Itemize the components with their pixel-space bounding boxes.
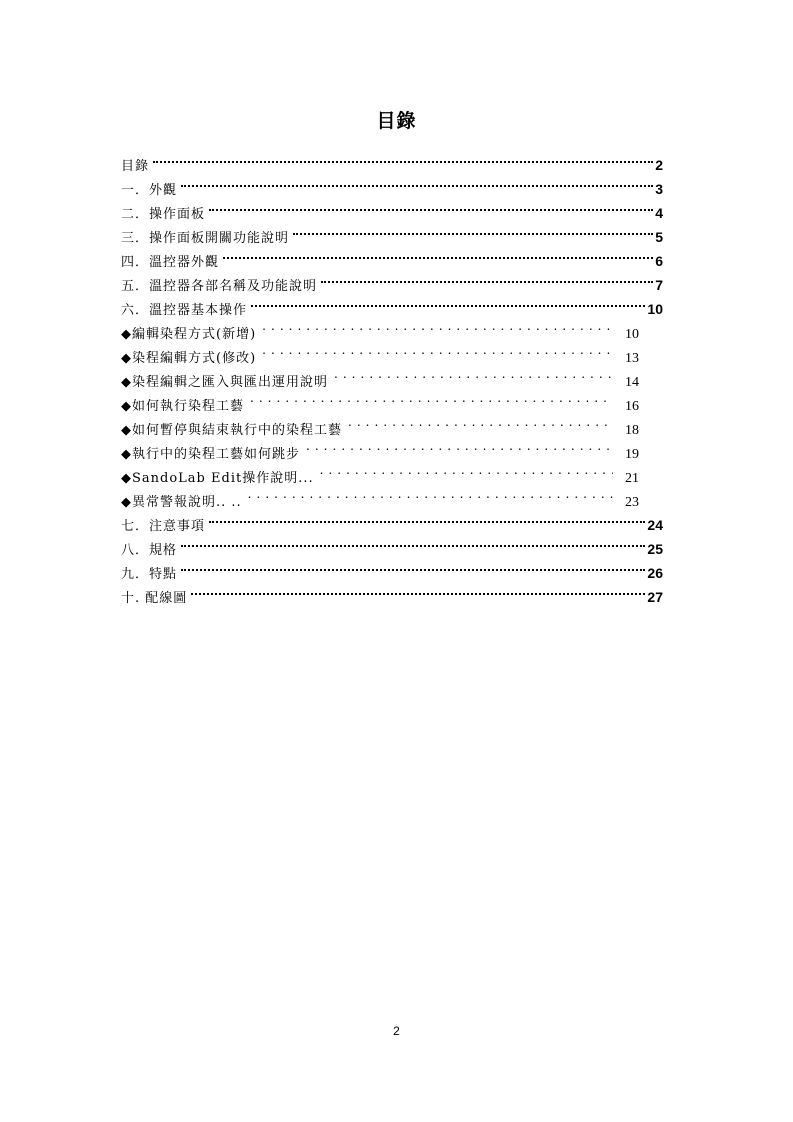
- toc-entry-page: 2: [655, 157, 663, 173]
- dot-leader: [293, 218, 653, 242]
- toc-entry[interactable]: [121, 218, 663, 246]
- dot-leader: [246, 482, 613, 506]
- dot-leader: [191, 578, 645, 602]
- toc-entry-label: 十. 配線圖: [121, 591, 188, 606]
- dot-leader: [209, 194, 653, 218]
- toc-entry-page: 3: [655, 181, 663, 197]
- dot-leader: [321, 266, 653, 290]
- toc-entry-page: 14: [625, 375, 639, 390]
- toc-entry-label: 八．規格: [121, 543, 178, 558]
- toc-entry[interactable]: [121, 410, 639, 438]
- toc-entry-label: 二．操作面板: [121, 207, 206, 222]
- dot-leader: [304, 434, 613, 458]
- toc-entry-label: ◆如何暫停與結束執行中的染程工藝: [121, 423, 342, 438]
- toc-entry-label: ◆染程編輯之匯入與匯出運用說明: [121, 375, 328, 390]
- dot-leader: [181, 554, 645, 578]
- toc-entry-label: 六．溫控器基本操作: [121, 303, 248, 318]
- dot-leader: [260, 338, 613, 362]
- toc-entry[interactable]: [121, 266, 663, 294]
- dot-leader: [181, 530, 645, 554]
- dot-leader: [346, 410, 613, 434]
- toc-entry[interactable]: [121, 482, 639, 510]
- toc-entry-page: 25: [647, 541, 663, 557]
- dot-leader: [209, 506, 645, 530]
- toc-entry-page: 18: [625, 423, 639, 438]
- toc-entry[interactable]: [121, 386, 639, 414]
- dot-leader: [223, 242, 653, 266]
- dot-leader: [318, 458, 613, 482]
- toc-entry[interactable]: [121, 338, 639, 366]
- dot-leader: [153, 146, 653, 170]
- toc-entry[interactable]: [121, 290, 663, 318]
- toc-entry[interactable]: [121, 506, 663, 534]
- toc-entry[interactable]: [121, 242, 663, 270]
- toc-entry[interactable]: [121, 578, 663, 606]
- page-title: 目錄: [376, 110, 417, 132]
- toc-entry[interactable]: [121, 530, 663, 558]
- toc-entry-label: ◆SandoLab Edit操作說明...: [121, 471, 314, 486]
- dot-leader: [248, 386, 613, 410]
- toc-entry[interactable]: [121, 554, 663, 582]
- toc-entry-page: 4: [655, 205, 663, 221]
- toc-entry-page: 10: [647, 301, 663, 317]
- toc-entry-label: ◆執行中的染程工藝如何跳步: [121, 447, 300, 462]
- toc-entry-page: 27: [647, 589, 663, 605]
- toc-entry-label: ◆染程編輯方式(修改): [121, 351, 257, 366]
- toc-entry-page: 13: [625, 351, 639, 366]
- toc-entry-page: 23: [625, 495, 639, 510]
- toc-entry[interactable]: [121, 458, 639, 486]
- toc-entry[interactable]: [121, 362, 639, 390]
- toc-entry-label: 五．溫控器各部名稱及功能說明: [121, 279, 318, 294]
- toc-entry-label: ◆異常警報說明.. ..: [121, 495, 242, 510]
- toc-entry-page: 26: [647, 565, 663, 581]
- toc-entry-label: 四．溫控器外觀: [121, 255, 220, 270]
- toc-entry-label: 一．外觀: [121, 183, 178, 198]
- toc-entry-label: ◆如何執行染程工藝: [121, 399, 244, 414]
- table-of-contents: [121, 146, 663, 606]
- toc-entry-page: 16: [625, 399, 639, 414]
- toc-entry-label: 三．操作面板開關功能說明: [121, 231, 290, 246]
- dot-leader: [260, 314, 613, 338]
- toc-entry-page: 24: [647, 517, 663, 533]
- toc-entry-page: 6: [655, 253, 663, 269]
- toc-entry-page: 21: [625, 471, 639, 486]
- toc-entry-label: 九．特點: [121, 567, 178, 582]
- toc-entry-page: 19: [625, 447, 639, 462]
- toc-entry[interactable]: [121, 314, 639, 342]
- dot-leader: [181, 170, 653, 194]
- footer-page-number: 2: [393, 1024, 400, 1038]
- toc-entry[interactable]: [121, 434, 639, 462]
- toc-entry-label: ◆編輯染程方式(新增): [121, 327, 257, 342]
- toc-entry[interactable]: [121, 170, 663, 198]
- toc-entry-page: 10: [625, 327, 639, 342]
- toc-entry[interactable]: [121, 146, 663, 174]
- toc-entry-page: 5: [655, 229, 663, 245]
- toc-entry-label: 目錄: [121, 159, 150, 174]
- dot-leader: [332, 362, 613, 386]
- dot-leader: [251, 290, 645, 314]
- toc-entry[interactable]: [121, 194, 663, 222]
- toc-entry-label: 七．注意事項: [121, 519, 206, 534]
- toc-entry-page: 7: [655, 277, 663, 293]
